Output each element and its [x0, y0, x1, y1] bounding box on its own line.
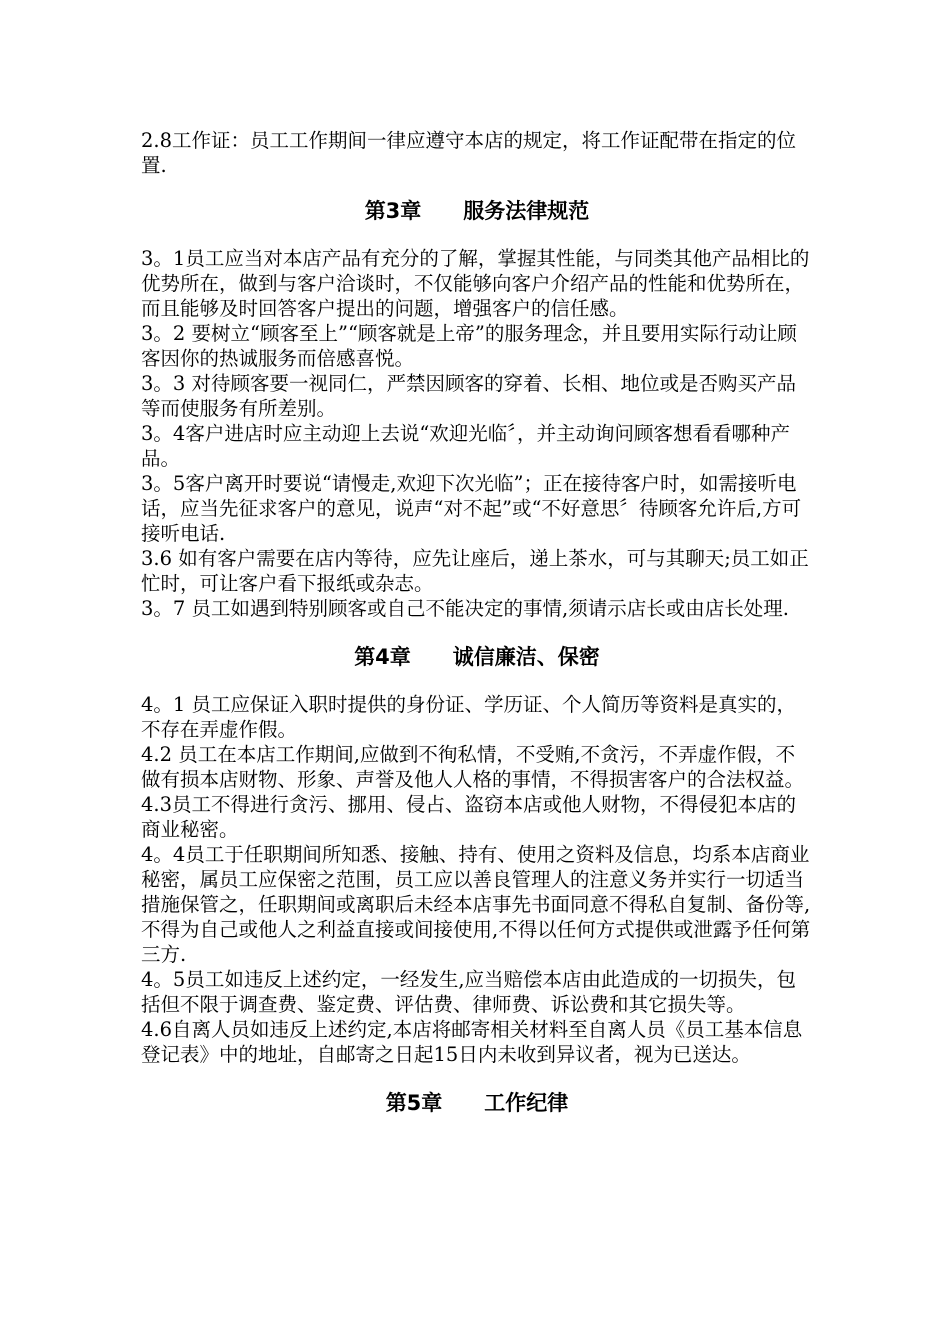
- paragraph-3-6: 3.6 如有客户需要在店内等待，应先让座后，递上茶水，可与其聊天;员工如正忙时，可让客户看下报纸或杂志。: [141, 547, 809, 595]
- paragraph-3-1: 3。1员工应当对本店产品有充分的了解，掌握其性能，与同类其他产品相比的优势所在，做到与客户洽谈时，不仅能够向客户介绍产品的性能和优势所在，而且能够及时回答客户提出的问题，增强客户的信任感。: [141, 247, 810, 320]
- paragraph-3-5: 3。5客户离开时要说“请慢走,欢迎下次光临”；正在接待客户时，如需接听电话，应当先征求客户的意见，说声“对不起”或“不好意思〞待顾客允许后,方可接听电话.: [141, 472, 802, 545]
- paragraph-4-1: 4。1 员工应保证入职时提供的身份证、学历证、个人简历等资料是真实的，不存在弄虚作假。: [141, 693, 797, 741]
- paragraph-3-3: 3。3 对待顾客要一视同仁，严禁因顾客的穿着、长相、地位或是否购买产品等而使服务有所差别。: [141, 372, 797, 420]
- paragraph-2-8: 2.8工作证：员工工作期间一律应遵守本店的规定，将工作证配带在指定的位置.: [141, 129, 797, 177]
- paragraph-3-4: 3。4客户进店时应主动迎上去说“欢迎光临〞，并主动询问顾客想看看哪种产品。: [141, 422, 791, 470]
- paragraph-4-6: 4.6自离人员如违反上述约定,本店将邮寄相关材料至自离人员《员工基本信息登记表》中的地址，自邮寄之日起15日内未收到异议者，视为已送达。: [141, 1018, 803, 1066]
- chapter-3-heading: 第3章 服务法律规范: [364, 199, 590, 223]
- paragraph-4-2: 4.2 员工在本店工作期间,应做到不徇私情，不受贿,不贪污，不弄虚作假，不做有损本店财物、形象、声誉及他人人格的事情，不得损害客户的合法权益。: [141, 743, 805, 791]
- paragraph-4-5: 4。5员工如违反上述约定，一经发生,应当赔偿本店由此造成的一切损失，包括但不限于调查费、鉴定费、评估费、律师费、诉讼费和其它损失等。: [141, 968, 797, 1016]
- paragraph-4-3: 4.3员工不得进行贪污、挪用、侵占、盗窃本店或他人财物，不得侵犯本店的商业秘密。: [141, 793, 797, 841]
- chapter-5-heading: 第5章 工作纪律: [385, 1091, 569, 1115]
- paragraph-3-2: 3。2 要树立“顾客至上”“顾客就是上帝”的服务理念，并且要用实际行动让顾客因你的热诚服务而倍感喜悦。: [141, 322, 797, 370]
- chapter-4-heading: 第4章 诚信廉洁、保密: [354, 645, 600, 669]
- document-page: [141, 128, 813, 1117]
- paragraph-4-4: 4。4员工于任职期间所知悉、接触、持有、使用之资料及信息，均系本店商业秘密，属员工应保密之范围，员工应以善良管理人的注意义务并实行一切适当措施保管之，任职期间或离职后未经本店事先书面同意不得私自复制、备份等,不得为自己或他人之利益直接或间接使用,不得以任何方式提供或泄露予任何第三方.: [141, 843, 811, 966]
- paragraph-3-7: 3。7 员工如遇到特别顾客或自己不能决定的事情,须请示店长或由店长处理.: [141, 597, 789, 620]
